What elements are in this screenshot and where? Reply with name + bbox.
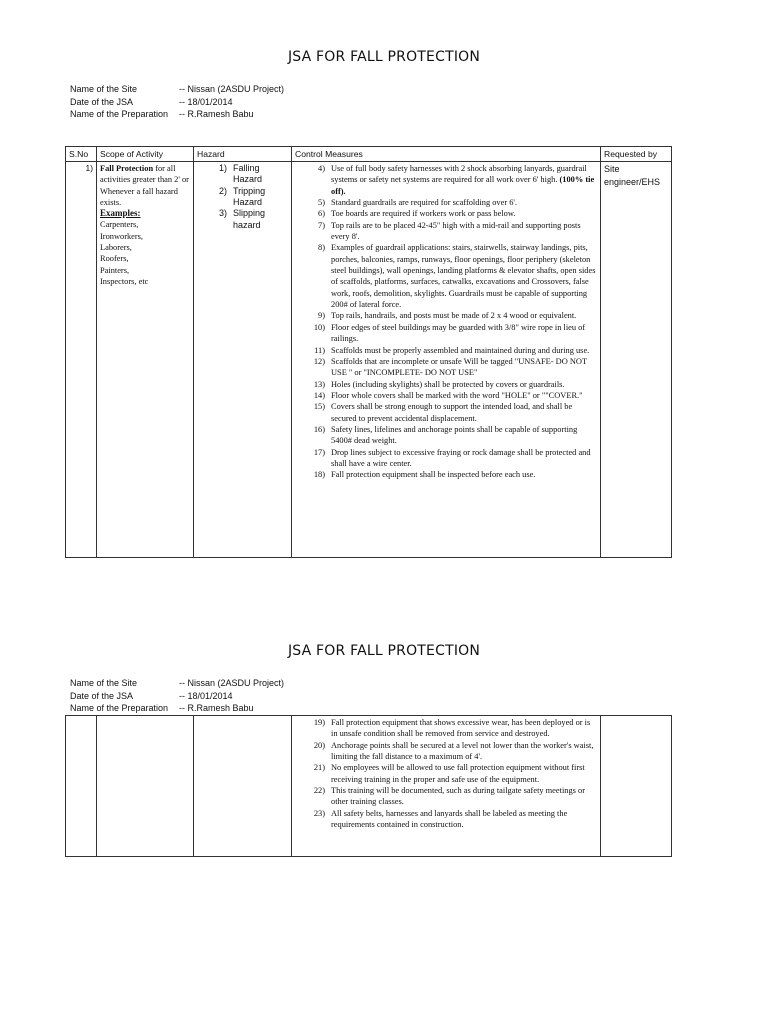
document-meta [70, 677, 284, 715]
examples-label: Examples: [100, 208, 141, 219]
measure-item: 22) This training will be documented, such as during tailgate safety meetings or other training classes. [313, 786, 585, 807]
measure-item: 20) Anchorage points shall be secured at a level not lower than the worker's waist, limiting the fall distance to a maximum of 4'. [313, 740, 594, 762]
meta-value: -- 18/01/2014 [179, 96, 233, 107]
example-item: Inspectors, etc [100, 276, 149, 286]
measure-item: 8) Examples of guardrail applications: stairs, stairwells, stairway landings, pits, porches, balconies, ramps, runways, floor openings, floor periphery (skeleton steel buildings), wall openings, landing platforms & elevator shafts, open sides of scaffolds, platforms, surfaces, catwalks, excavations and Crossovers, false work, roofs, demolition, skylights. Guardrails must be capable of supporting 200# of lateral force. [318, 243, 596, 310]
meta-label: Name of the Preparation [70, 703, 169, 713]
control-measures-list [295, 717, 597, 830]
meta-row-date [70, 690, 284, 703]
hazard-list [197, 163, 288, 231]
meta-row-preparation [70, 108, 284, 121]
measure-item: 4) Use of full body safety harnesses with 2 shock absorbing lanyards, guardrail systems or safety net systems are required for all work over 6' high. (100% tie off). [318, 164, 595, 196]
jsa-table [65, 146, 672, 558]
meta-label: Date of the JSA [70, 96, 134, 107]
page-title: JSA FOR FALL PROTECTION [287, 643, 481, 659]
example-item: Roofers, [100, 254, 129, 264]
measure-item: 13) Holes (including skylights) shall be protected by covers or guardrails. [313, 379, 565, 389]
header-requested-by: Requested by [601, 147, 672, 162]
meta-row-date [70, 96, 284, 109]
meta-value: -- R.Ramesh Babu [179, 703, 254, 713]
measure-item: 15) Covers shall be strong enough to support the intended load, and shall be secured to prevent accidental displacement. [313, 402, 573, 423]
measure-item: 12) Scaffolds that are incomplete or unsafe Will be tagged "UNSAFE- DO NOT USE " or "INCOMPLETE- DO NOT USE" [313, 356, 587, 378]
example-item: Carpenters, [100, 220, 139, 230]
meta-label: Name of the Preparation [70, 109, 169, 119]
table-row [66, 716, 672, 857]
measure-item: 9) Top rails, handrails, and posts must be made of 2 x 4 wood or equivalent. [318, 311, 577, 321]
tie-off-note: (100% tie off). [331, 175, 595, 196]
page-title: JSA FOR FALL PROTECTION [287, 49, 481, 65]
meta-value: -- Nissan (2ASDU Project) [179, 84, 285, 94]
jsa-table-continued [65, 715, 672, 857]
measure-item: 7) Top rails are to be placed 42-45" high with a mid-rail and supporting posts every 8'. [318, 220, 581, 242]
scope-description [100, 163, 190, 208]
document-meta [70, 83, 284, 121]
meta-value: -- R.Ramesh Babu [179, 109, 254, 119]
row-sno [66, 716, 97, 857]
scope-text: for all activities greater than 2' or Whenever a fall hazard exists. [100, 164, 189, 207]
measure-item: 10) Floor edges of steel buildings may be guarded with 3/8" wire rope in lieu of railings. [313, 322, 586, 344]
meta-value: -- 18/01/2014 [179, 690, 233, 701]
scope-title: Fall Protection [100, 164, 154, 173]
measure-item: 21) No employees will be allowed to use fall protection equipment without first receiving training in the proper and safe use of the equipment. [313, 763, 585, 784]
meta-label: Name of the Site [70, 84, 138, 94]
hazard-item: 2) Tripping Hazard [218, 185, 266, 208]
header-control-measures: Control Measures [292, 147, 601, 162]
meta-row-site [70, 677, 284, 690]
hazard-item: 1) Falling Hazard [218, 163, 263, 185]
meta-label: Name of the Site [70, 678, 138, 688]
row-hazard [194, 162, 292, 558]
row-requested-by: Site engineer/EHS [601, 162, 672, 558]
meta-row-preparation [70, 702, 284, 715]
measure-item: 14) Floor whole covers shall be marked with the word "HOLE" or ""COVER." [313, 390, 583, 400]
example-item: Painters, [100, 265, 130, 275]
row-requested-by [601, 716, 672, 857]
meta-value: -- Nissan (2ASDU Project) [179, 678, 285, 688]
example-item: Ironworkers, [100, 231, 144, 241]
header-hazard: Hazard [194, 147, 292, 162]
header-scope: Scope of Activity [97, 147, 194, 162]
measure-item: 17) Drop lines subject to excessive fraying or rock damage shall be protected and shall have a wire center. [313, 447, 591, 468]
row-scope [97, 716, 194, 857]
measure-item: 16) Safety lines, lifelines and anchorage points shall be capable of supporting 5400# dead weight. [313, 424, 578, 446]
table-header-row [66, 147, 672, 162]
example-item: Laborers, [100, 243, 132, 253]
row-scope [97, 162, 194, 558]
table-row [66, 162, 672, 558]
control-measures-list [295, 163, 597, 481]
meta-label: Date of the JSA [70, 690, 134, 701]
measure-item: 6) Toe boards are required if workers work or pass below. [318, 209, 516, 219]
measure-item: 11) Scaffolds must be properly assembled and maintained during and during use. [314, 345, 590, 355]
hazard-item: 3) Slipping hazard [218, 208, 266, 230]
measure-item: 5) Standard guardrails are required for scaffolding over 6'. [318, 198, 517, 208]
header-sno: S.No [66, 147, 97, 162]
row-control-measures [292, 162, 601, 558]
row-hazard [194, 716, 292, 857]
measure-item: 18) Fall protection equipment shall be inspected before each use. [313, 470, 536, 480]
row-sno: 1) [66, 162, 97, 558]
meta-row-site [70, 83, 284, 96]
measure-item: 19) Fall protection equipment that shows excessive wear, has been deployed or is in unsafe condition shall be removed from service and destroyed. [313, 718, 591, 739]
row-control-measures [292, 716, 601, 857]
measure-item: 23) All safety belts, harnesses and lanyards shall be labeled as meeting the requirements contained in construction. [313, 808, 568, 830]
